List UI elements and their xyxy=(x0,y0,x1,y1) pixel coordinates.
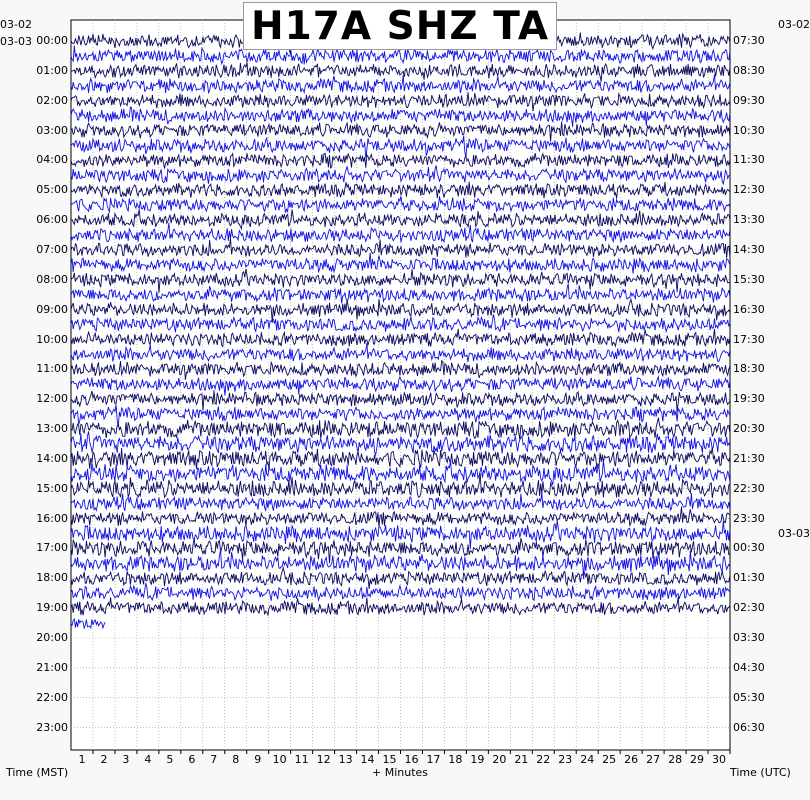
y-tick-label-right: 23:30 xyxy=(733,511,765,525)
y-tick-label-right: 21:30 xyxy=(733,451,765,465)
x-tick-label: 19 xyxy=(470,753,485,766)
date-right-prev: 03-02 xyxy=(778,18,810,31)
y-tick-label-right: 22:30 xyxy=(733,481,765,495)
chart-title-box xyxy=(243,2,557,50)
y-tick-label-right: 08:30 xyxy=(733,63,765,77)
x-tick-label: 22 xyxy=(536,753,551,766)
y-tick-label-left: 23:00 xyxy=(36,720,68,734)
x-tick-label: 18 xyxy=(448,753,463,766)
y-tick-label-right: 16:30 xyxy=(733,302,765,316)
y-tick-label-left: 19:00 xyxy=(36,601,68,615)
date-right-next: 03-03 xyxy=(778,527,810,540)
y-axis-label-right: Time (UTC) xyxy=(730,766,791,779)
x-tick-label: 17 xyxy=(426,753,441,766)
x-tick-label: 2 xyxy=(100,753,108,766)
x-tick-label: 28 xyxy=(668,753,683,766)
x-axis-label: + Minutes xyxy=(372,766,429,779)
x-tick-label: 23 xyxy=(558,753,573,766)
y-tick-label-left: 12:00 xyxy=(36,392,68,406)
y-tick-label-right: 11:30 xyxy=(733,153,765,167)
chart-title: H17A SHZ TA xyxy=(250,3,549,49)
y-tick-label-left: 15:00 xyxy=(36,481,68,495)
x-tick-label: 5 xyxy=(166,753,174,766)
y-tick-label-left: 09:00 xyxy=(36,302,68,316)
date-left: 03-03 xyxy=(0,35,32,48)
y-tick-label-right: 07:30 xyxy=(733,34,765,47)
y-tick-label-left: 13:00 xyxy=(36,422,68,436)
y-tick-label-right: 09:30 xyxy=(733,93,765,107)
y-tick-label-left: 00:00 xyxy=(36,34,68,47)
y-tick-label-right: 06:30 xyxy=(733,720,765,734)
y-tick-label-right: 15:30 xyxy=(733,272,765,286)
y-tick-label-right: 02:30 xyxy=(733,601,765,615)
y-tick-label-right: 03:30 xyxy=(733,631,765,644)
y-tick-label-right: 18:30 xyxy=(733,362,765,376)
y-tick-label-left: 01:00 xyxy=(36,63,68,77)
y-tick-label-left: 10:00 xyxy=(36,332,68,346)
y-tick-label-left: 14:00 xyxy=(36,451,68,465)
y-tick-label-left: 05:00 xyxy=(36,183,68,197)
x-tick-label: 12 xyxy=(316,753,331,766)
y-tick-label-left: 03:00 xyxy=(36,123,68,137)
x-tick-label: 11 xyxy=(294,753,309,766)
y-tick-label-right: 19:30 xyxy=(733,392,765,406)
date-left-prev: 03-02 xyxy=(0,18,32,31)
y-tick-label-right: 13:30 xyxy=(733,213,765,227)
y-tick-label-right: 10:30 xyxy=(733,123,765,137)
y-tick-label-left: 18:00 xyxy=(36,571,68,585)
y-tick-label-right: 04:30 xyxy=(733,660,765,674)
x-tick-label: 4 xyxy=(144,753,152,766)
x-tick-label: 30 xyxy=(712,753,727,766)
x-tick-label: 27 xyxy=(646,753,661,766)
x-tick-label: 15 xyxy=(382,753,397,766)
x-tick-label: 20 xyxy=(492,753,507,766)
y-tick-label-right: 17:30 xyxy=(733,332,765,346)
y-tick-label-left: 20:00 xyxy=(36,631,68,644)
y-tick-label-right: 14:30 xyxy=(733,242,765,256)
x-tick-label: 13 xyxy=(338,753,353,766)
x-tick-label: 24 xyxy=(580,753,595,766)
y-tick-label-right: 05:30 xyxy=(733,690,765,704)
x-tick-label: 16 xyxy=(404,753,419,766)
x-tick-label: 26 xyxy=(624,753,639,766)
x-tick-label: 8 xyxy=(232,753,240,766)
y-tick-label-left: 16:00 xyxy=(36,511,68,525)
x-tick-label: 6 xyxy=(188,753,196,766)
y-tick-label-left: 17:00 xyxy=(36,541,68,555)
y-tick-label-left: 11:00 xyxy=(36,362,68,376)
y-tick-label-left: 07:00 xyxy=(36,242,68,256)
x-tick-label: 10 xyxy=(272,753,287,766)
x-tick-label: 21 xyxy=(514,753,529,766)
y-tick-label-left: 21:00 xyxy=(36,660,68,674)
x-tick-label: 3 xyxy=(122,753,130,766)
y-tick-label-left: 02:00 xyxy=(36,93,68,107)
x-tick-label: 7 xyxy=(210,753,218,766)
x-tick-label: 25 xyxy=(602,753,617,766)
y-tick-label-right: 00:30 xyxy=(733,541,765,555)
x-tick-label: 9 xyxy=(254,753,262,766)
x-tick-label: 14 xyxy=(360,753,375,766)
y-tick-label-left: 06:00 xyxy=(36,213,68,227)
y-tick-label-left: 08:00 xyxy=(36,272,68,286)
y-axis-label-left: Time (MST) xyxy=(6,766,69,779)
x-tick-label: 29 xyxy=(690,753,705,766)
y-tick-label-right: 12:30 xyxy=(733,183,765,197)
y-tick-label-left: 22:00 xyxy=(36,690,68,704)
x-tick-label: 1 xyxy=(78,753,86,766)
y-tick-label-right: 01:30 xyxy=(733,571,765,585)
y-tick-label-right: 20:30 xyxy=(733,422,765,436)
y-tick-label-left: 04:00 xyxy=(36,153,68,167)
